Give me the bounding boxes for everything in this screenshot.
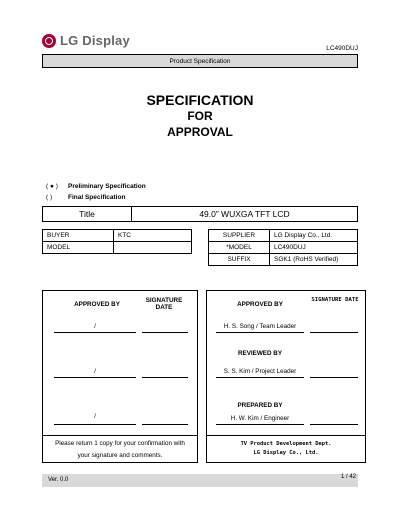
buyer-signature-date-label: SIGNATURE DATE [145, 297, 183, 311]
buyer-approver-line-1 [54, 332, 136, 333]
table-row [209, 230, 358, 242]
option-final-mark: ( ) [46, 194, 53, 201]
table-row [43, 230, 192, 242]
product-spec-bar [42, 54, 358, 68]
buyer-value: KTC [114, 230, 192, 242]
buyer-approved-by-label: APPROVED BY [74, 301, 120, 308]
title-approval: APPROVAL [167, 125, 233, 139]
buyer-table [42, 229, 192, 254]
title-specification: SPECIFICATION [146, 92, 254, 108]
option-preliminary-mark: ( ● ) [46, 183, 58, 190]
buyer-signature-line-2 [142, 377, 188, 378]
supplier-model-label: *MODEL [209, 242, 270, 254]
page-number: 1 / 42 [340, 474, 356, 480]
buyer-note-divider [42, 435, 198, 436]
suffix-label: SUFFIX [209, 254, 270, 266]
supplier-model-value: LC490DUJ [270, 242, 358, 254]
buyer-approver-line-2 [54, 377, 136, 378]
dept-line-1: TV Product Development Dept. [240, 441, 332, 447]
buyer-approver-line-3 [54, 424, 136, 425]
option-preliminary [46, 183, 146, 190]
buyer-signature-line-3 [142, 424, 188, 425]
supplier-approved-by-label: APPROVED BY [237, 301, 283, 308]
buyer-signature-line-1 [142, 332, 188, 333]
buyer-slash-2: / [94, 368, 96, 375]
dept-divider [206, 435, 366, 436]
document-id: LC490DUJ [326, 45, 358, 52]
approver-signature-line [310, 332, 358, 333]
supplier-signature-date-label: SIGNATURE DATE [311, 297, 359, 303]
option-final [46, 194, 125, 201]
buyer-label: BUYER [43, 230, 114, 242]
lg-logo-icon [42, 34, 56, 48]
reviewer-signature-line [310, 377, 358, 378]
approver-line [216, 332, 304, 333]
supplier-value: LG Display Co., Ltd. [270, 230, 358, 242]
table-row [43, 242, 192, 254]
version-label: Ver. 0.0 [48, 477, 69, 483]
model-label: MODEL [43, 242, 114, 254]
title-row-label: Title [43, 207, 132, 222]
suffix-value: SGK1 (RoHS Verified) [270, 254, 358, 266]
table-row [209, 254, 358, 266]
reviewer-name: S. S. Kim / Project Leader [223, 368, 297, 375]
preparer-name: H. W. Kim / Engineer [230, 415, 290, 422]
model-value [114, 242, 192, 254]
title-table [42, 206, 358, 222]
preparer-signature-line [310, 424, 358, 425]
option-final-label: Final Specification [68, 194, 126, 201]
approver-name: H. S. Song / Team Leader [223, 323, 297, 330]
buyer-slash-3: / [94, 413, 96, 420]
brand-name: LG Display [60, 33, 130, 48]
buyer-note-line-2: your signature and comments. [77, 452, 163, 459]
buyer-slash-1: / [94, 323, 96, 330]
table-row [209, 242, 358, 254]
dept-line-2: LG Display Co., Ltd. [253, 450, 319, 456]
footer-bar [42, 474, 358, 487]
title-for: FOR [187, 109, 213, 123]
buyer-note-line-1: Please return 1 copy for your confirmation with [55, 440, 185, 447]
option-preliminary-label: Preliminary Specification [68, 183, 146, 190]
product-spec-label: Product Specification [169, 57, 231, 65]
title-row-value: 49.0” WUXGA TFT LCD [132, 207, 358, 222]
preparer-line [216, 424, 304, 425]
supplier-table [208, 229, 358, 266]
reviewer-line [216, 377, 304, 378]
supplier-label: SUPPLIER [209, 230, 270, 242]
reviewed-by-label: REVIEWED BY [237, 350, 283, 357]
prepared-by-label: PREPARED BY [237, 402, 283, 409]
